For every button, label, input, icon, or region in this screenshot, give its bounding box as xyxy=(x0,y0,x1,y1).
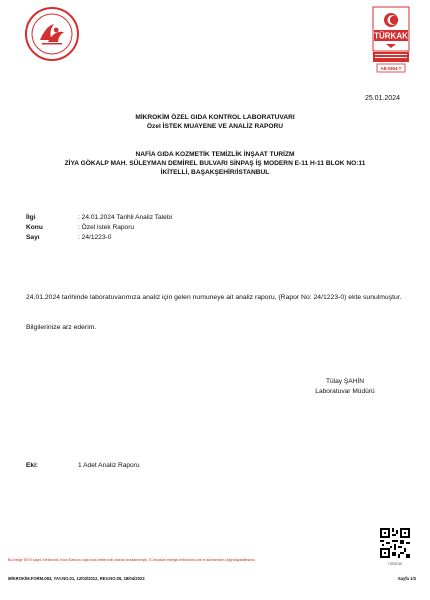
meta-row-konu xyxy=(26,223,172,233)
recipient-address-line2: İKİTELLİ, BAŞAKŞEHİR/İSTANBUL xyxy=(160,169,270,176)
meta-label: Konu xyxy=(26,224,43,231)
document-date: 25.01.2024 xyxy=(364,95,400,102)
recipient-block xyxy=(0,150,430,177)
attachment-value: 1 Adet Analiz Raporu xyxy=(78,462,140,469)
signatory-title: Laboratuvar Müdürü xyxy=(315,388,375,395)
report-title: Özel İSTEK MUAYENE VE ANALİZ RAPORU xyxy=(146,123,284,130)
attachment-row xyxy=(26,462,140,469)
meta-value: : 24/1223-0 xyxy=(78,234,112,241)
meta-row-sayi xyxy=(26,233,172,243)
meta-value: : Özel istek Raporu xyxy=(78,224,135,231)
qr-code[interactable] xyxy=(380,528,410,558)
signatory-name: Tülay ŞAHİN xyxy=(325,378,365,385)
body-paragraph: 24.01.2024 tarihinde laboratuvarımıza analiz için gelen numuneye ait analiz raporu, (Rapor No: 24/1223-0) ekte sunulmuştur. xyxy=(26,294,402,301)
meta-label: Sayı xyxy=(26,234,40,241)
turkak-logo-text: TÜRKAK xyxy=(374,31,408,41)
esignature-notice: Bu belge 5070 sayılı Elektronik İmza Kanunu uyarınca elektronik olarak imzalanmıştır. E-İmzaları ebelge.mikrokim.com.tr adresinden doğrulayabilirsiniz. xyxy=(8,558,256,562)
recipient-company: NAFİA GIDA KOZMETİK TEMİZLİK İNŞAAT TURİZM xyxy=(135,151,295,158)
form-code: MİKROKİM.FORM.083, YAY.NO.01, 12/03/2012, REV.NO.05, 18/04/2023 xyxy=(8,576,145,581)
recipient-address-line1: ZİYA GÖKALP MAH. SÜLEYMAN DEMİREL BULVARI SİNPAŞ İŞ MODERN E-11 H-11 BLOK NO:11 xyxy=(64,160,366,167)
qr-caption: TÜBİTAK xyxy=(387,562,403,566)
signature-block xyxy=(290,377,400,397)
lab-name: MİKROKİM ÖZEL GIDA KONTROL LABORATUVARI xyxy=(135,114,295,121)
accreditation-code: AB-0854-T xyxy=(380,66,402,71)
meta-row-ilgi xyxy=(26,213,172,223)
meta-label: İlgi xyxy=(26,214,36,221)
page-number: Sayfa 1/3 xyxy=(397,576,416,581)
turkak-accreditation-logo xyxy=(372,6,410,78)
ministry-seal-logo xyxy=(24,6,80,62)
attachment-label: Eki: xyxy=(26,462,39,469)
meta-value: : 24.01.2024 Tarihli Analiz Talebi xyxy=(78,214,172,221)
lab-title-block xyxy=(0,113,430,131)
closing-regards: Bilgilerinize arz ederim. xyxy=(26,324,97,331)
reference-meta xyxy=(26,213,172,243)
